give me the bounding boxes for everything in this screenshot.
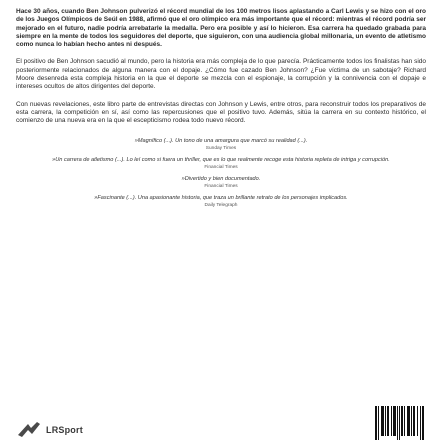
review-quote	[26, 176, 416, 190]
review-quote	[26, 138, 416, 152]
publisher-mark-icon	[16, 420, 42, 440]
intro-paragraph: Hace 30 años, cuando Ben Johnson pulverizó el récord mundial de los 100 metros lisos aplastando a Carl Lewis y se hizo con el oro de los Juegos Olímpicos de Seúl en 1988, afirmó que el oro olímpico era más importante que el récord: mientras el récord podría ser mejorado en el futuro, nadie podría arrebatarle la medalla. Pero era posible y así lo hicieron. Esa carrera ha quedado grabada para siempre en la mente de todos los seguidores del deporte, que siguieron, con una audiencia global millonaria, un evento de atletismo como nunca lo habían hecho antes ni después.	[16, 8, 426, 49]
review-quote	[26, 195, 416, 209]
quote-source: Sunday Times	[205, 145, 237, 151]
quote-text: »Un carrera de atletismo (...). Lo leí como si fuera un thriller, que es lo que realmente recoge esta historia repleta de intriga y corrupción.	[52, 156, 390, 163]
body-paragraph: El positivo de Ben Johnson sacudió al mundo, pero la historia era más compleja de lo que parecía. Prácticamente todos los finalistas han sido posteriormente relacionados de alguna manera con el dopaje. ¿Cómo fue cazado Ben Johnson? ¿Fue víctima de un sabotaje? Richard Moore desenreda esta compleja historia en la que el deporte se mezcla con el espionaje, la corrupción y la connivencia con el dopaje e intereses ocultos de altos dirigentes del deporte.	[16, 58, 426, 91]
quote-source: Financial Times	[204, 183, 238, 189]
cover-footer	[16, 400, 426, 440]
barcode-icon	[374, 406, 426, 440]
quote-source: Financial Times	[204, 164, 238, 170]
review-quote	[26, 157, 416, 171]
barcode	[374, 406, 426, 440]
publisher-name: LRSport	[46, 425, 83, 435]
quote-text: »Magnífico (...). Un tono de una amargura que marcó su realidad (...).	[134, 137, 308, 144]
quote-source: Daily Telegraph	[204, 202, 238, 208]
quote-text: »Divertido y bien documentado.	[181, 175, 261, 182]
review-quotes	[16, 138, 426, 209]
publisher-logo	[16, 420, 83, 440]
quote-text: »Fascinante (...). Una apasionante historia, que traza un brillante retrato de los personajes implicados.	[94, 194, 348, 201]
body-paragraph: Con nuevas revelaciones, este libro parte de entrevistas directas con Johnson y Lewis, entre otros, para reconstruir todos los preparativos de esta carrera, la competición en sí, así como las repercusiones que el positivo tuvo. Además, sitúa la carrera en su contexto histórico, el comienzo de una nueva era en la que el escepticismo rodea todo nuevo récord.	[16, 100, 426, 125]
